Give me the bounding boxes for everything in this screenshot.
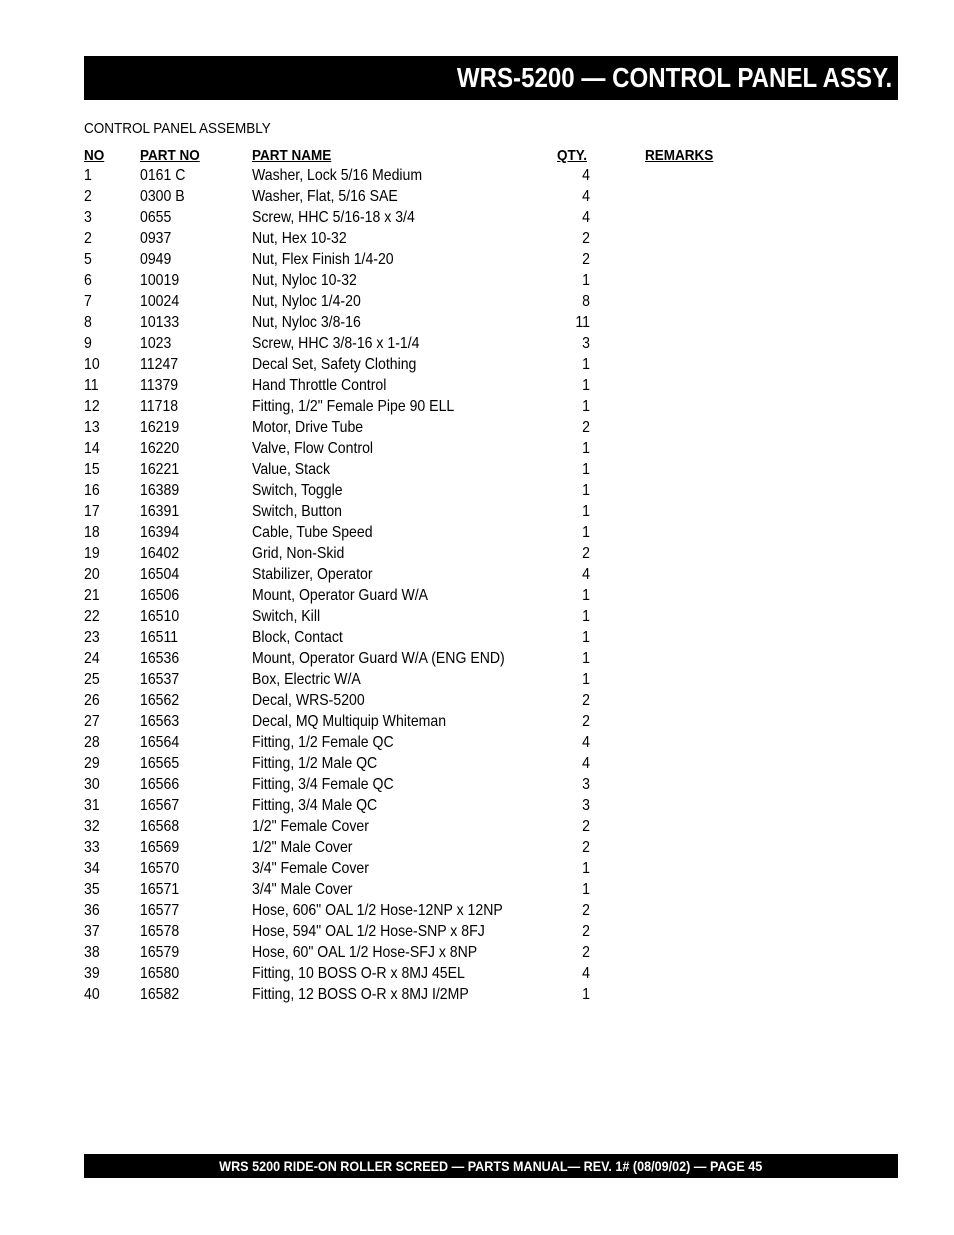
row-part-no: 10019 — [140, 272, 180, 289]
row-qty: 1 — [582, 482, 590, 499]
row-part-no: 11379 — [140, 377, 179, 394]
row-qty: 2 — [582, 230, 590, 247]
row-qty: 2 — [582, 251, 590, 268]
row-part-name: Decal, MQ Multiquip Whiteman — [252, 713, 447, 730]
row-qty: 3 — [582, 335, 590, 352]
row-part-no: 16570 — [140, 860, 180, 877]
row-no: 28 — [84, 734, 100, 751]
row-qty: 8 — [582, 293, 590, 310]
row-qty: 2 — [582, 818, 590, 835]
row-no: 23 — [84, 629, 100, 646]
row-no: 13 — [84, 419, 100, 436]
row-part-no: 0655 — [140, 209, 172, 226]
row-qty: 3 — [582, 776, 590, 793]
table-row — [0, 438, 954, 459]
row-qty: 2 — [582, 923, 590, 940]
table-row — [0, 921, 954, 942]
row-part-no: 0949 — [140, 251, 172, 268]
row-no: 27 — [84, 713, 100, 730]
row-no: 32 — [84, 818, 100, 835]
table-row — [0, 375, 954, 396]
row-part-no: 16402 — [140, 545, 180, 562]
row-part-name: Value, Stack — [252, 461, 331, 478]
row-no: 36 — [84, 902, 100, 919]
table-row — [0, 186, 954, 207]
table-row — [0, 900, 954, 921]
row-part-no: 16537 — [140, 671, 180, 688]
table-row — [0, 522, 954, 543]
table-row — [0, 942, 954, 963]
row-part-no: 11718 — [140, 398, 179, 415]
row-part-no: 16511 — [140, 629, 179, 646]
row-no: 6 — [84, 272, 92, 289]
col-header-qty: QTY. — [557, 147, 588, 164]
row-part-no: 16582 — [140, 986, 180, 1003]
row-part-name: Switch, Kill — [252, 608, 321, 625]
row-qty: 2 — [582, 419, 590, 436]
row-qty: 1 — [582, 272, 590, 289]
row-no: 5 — [84, 251, 92, 268]
row-part-name: Mount, Operator Guard W/A — [252, 587, 429, 604]
row-qty: 4 — [582, 965, 590, 982]
row-part-name: Switch, Button — [252, 503, 343, 520]
row-qty: 11 — [575, 314, 590, 331]
row-no: 21 — [84, 587, 100, 604]
row-part-no: 16568 — [140, 818, 180, 835]
row-qty: 2 — [582, 545, 590, 562]
table-row — [0, 270, 954, 291]
row-no: 29 — [84, 755, 100, 772]
row-part-name: Fitting, 10 BOSS O-R x 8MJ 45EL — [252, 965, 465, 982]
row-part-name: Box, Electric W/A — [252, 671, 361, 688]
row-qty: 4 — [582, 566, 590, 583]
row-part-name: Nut, Nyloc 3/8-16 — [252, 314, 361, 331]
page-title-bar — [84, 56, 898, 100]
row-no: 25 — [84, 671, 100, 688]
row-part-name: Decal, WRS-5200 — [252, 692, 365, 709]
table-row — [0, 480, 954, 501]
row-part-no: 16389 — [140, 482, 180, 499]
row-qty: 1 — [582, 671, 590, 688]
row-part-no: 16580 — [140, 965, 180, 982]
row-part-no: 11247 — [140, 356, 179, 373]
row-no: 35 — [84, 881, 100, 898]
row-part-no: 10133 — [140, 314, 180, 331]
row-part-name: Hose, 606" OAL 1/2 Hose-12NP x 12NP — [252, 902, 503, 919]
row-part-name: Cable, Tube Speed — [252, 524, 373, 541]
row-part-no: 16536 — [140, 650, 180, 667]
row-no: 8 — [84, 314, 92, 331]
row-part-name: Fitting, 3/4 Female QC — [252, 776, 394, 793]
row-qty: 1 — [582, 503, 590, 520]
row-no: 9 — [84, 335, 92, 352]
row-part-no: 16562 — [140, 692, 180, 709]
row-qty: 2 — [582, 944, 590, 961]
table-row — [0, 774, 954, 795]
row-qty: 4 — [582, 167, 590, 184]
row-part-name: Fitting, 1/2 Male QC — [252, 755, 378, 772]
row-part-no: 1023 — [140, 335, 172, 352]
row-part-name: Mount, Operator Guard W/A (ENG END) — [252, 650, 505, 667]
table-row — [0, 669, 954, 690]
col-header-remarks: REMARKS — [645, 147, 714, 164]
row-part-no: 16567 — [140, 797, 180, 814]
row-no: 1 — [84, 167, 92, 184]
row-qty: 2 — [582, 713, 590, 730]
row-qty: 1 — [582, 524, 590, 541]
table-row — [0, 627, 954, 648]
row-no: 7 — [84, 293, 92, 310]
row-part-name: 1/2" Male Cover — [252, 839, 353, 856]
row-no: 16 — [84, 482, 100, 499]
row-qty: 3 — [582, 797, 590, 814]
row-no: 15 — [84, 461, 100, 478]
table-row — [0, 417, 954, 438]
row-no: 2 — [84, 230, 92, 247]
table-row — [0, 984, 954, 1005]
row-qty: 2 — [582, 839, 590, 856]
row-no: 34 — [84, 860, 100, 877]
row-part-name: 1/2" Female Cover — [252, 818, 369, 835]
table-row — [0, 228, 954, 249]
row-part-no: 16510 — [140, 608, 180, 625]
row-no: 19 — [84, 545, 100, 562]
row-part-name: Screw, HHC 5/16-18 x 3/4 — [252, 209, 415, 226]
row-no: 40 — [84, 986, 100, 1003]
row-qty: 1 — [582, 650, 590, 667]
table-row — [0, 312, 954, 333]
parts-list — [0, 165, 954, 1005]
row-qty: 4 — [582, 734, 590, 751]
row-no: 17 — [84, 503, 100, 520]
table-row — [0, 963, 954, 984]
row-part-no: 16566 — [140, 776, 180, 793]
row-part-no: 16565 — [140, 755, 180, 772]
row-part-no: 16564 — [140, 734, 180, 751]
table-row — [0, 711, 954, 732]
row-part-no: 0161 C — [140, 167, 186, 184]
row-part-no: 16391 — [140, 503, 180, 520]
row-qty: 1 — [582, 440, 590, 457]
table-row — [0, 291, 954, 312]
row-part-name: Screw, HHC 3/8-16 x 1-1/4 — [252, 335, 420, 352]
row-no: 30 — [84, 776, 100, 793]
row-no: 24 — [84, 650, 100, 667]
table-row — [0, 564, 954, 585]
row-qty: 1 — [582, 629, 590, 646]
row-part-no: 0937 — [140, 230, 172, 247]
table-row — [0, 606, 954, 627]
table-row — [0, 732, 954, 753]
row-qty: 4 — [582, 209, 590, 226]
table-row — [0, 837, 954, 858]
row-part-name: Hose, 594" OAL 1/2 Hose-SNP x 8FJ — [252, 923, 485, 940]
table-row — [0, 690, 954, 711]
row-no: 26 — [84, 692, 100, 709]
row-qty: 1 — [582, 356, 590, 373]
row-part-name: Nut, Hex 10-32 — [252, 230, 347, 247]
row-part-no: 16221 — [140, 461, 180, 478]
footer-text: WRS 5200 RIDE-ON ROLLER SCREED — PARTS MANUAL— REV. 1# (08/09/02) — PAGE 45 — [219, 1158, 763, 1174]
row-part-name: Switch, Toggle — [252, 482, 343, 499]
row-part-name: Nut, Nyloc 1/4-20 — [252, 293, 361, 310]
col-header-part-no: PART NO — [140, 147, 200, 164]
row-part-no: 10024 — [140, 293, 180, 310]
row-part-name: Fitting, 1/2" Female Pipe 90 ELL — [252, 398, 455, 415]
row-part-name: Nut, Flex Finish 1/4-20 — [252, 251, 394, 268]
row-no: 37 — [84, 923, 100, 940]
row-no: 38 — [84, 944, 100, 961]
row-part-no: 16571 — [140, 881, 180, 898]
table-row — [0, 648, 954, 669]
row-qty: 2 — [582, 692, 590, 709]
row-part-name: Hand Throttle Control — [252, 377, 387, 394]
section-title: CONTROL PANEL ASSEMBLY — [84, 120, 271, 137]
col-header-no: NO — [84, 147, 105, 164]
row-part-no: 16577 — [140, 902, 180, 919]
row-part-name: Grid, Non-Skid — [252, 545, 345, 562]
row-no: 22 — [84, 608, 100, 625]
table-row — [0, 816, 954, 837]
row-qty: 1 — [582, 986, 590, 1003]
table-row — [0, 459, 954, 480]
row-no: 2 — [84, 188, 92, 205]
page-title: WRS-5200 — CONTROL PANEL ASSY. — [456, 62, 892, 93]
row-part-name: Block, Contact — [252, 629, 343, 646]
table-row — [0, 354, 954, 375]
table-row — [0, 879, 954, 900]
row-qty: 4 — [582, 755, 590, 772]
table-row — [0, 795, 954, 816]
row-part-no: 16578 — [140, 923, 180, 940]
row-part-name: Stabilizer, Operator — [252, 566, 373, 583]
row-part-no: 16220 — [140, 440, 180, 457]
row-part-name: Washer, Flat, 5/16 SAE — [252, 188, 398, 205]
row-part-name: 3/4" Female Cover — [252, 860, 369, 877]
row-part-no: 16219 — [140, 419, 180, 436]
table-row — [0, 249, 954, 270]
row-part-name: Fitting, 12 BOSS O-R x 8MJ I/2MP — [252, 986, 469, 1003]
row-part-name: Fitting, 3/4 Male QC — [252, 797, 378, 814]
row-part-name: Decal Set, Safety Clothing — [252, 356, 417, 373]
table-row — [0, 753, 954, 774]
row-qty: 1 — [582, 587, 590, 604]
table-row — [0, 585, 954, 606]
table-row — [0, 333, 954, 354]
row-qty: 2 — [582, 902, 590, 919]
row-qty: 1 — [582, 461, 590, 478]
row-no: 10 — [84, 356, 100, 373]
row-no: 14 — [84, 440, 100, 457]
row-part-name: 3/4" Male Cover — [252, 881, 353, 898]
table-row — [0, 396, 954, 417]
footer-bar — [84, 1154, 898, 1178]
row-no: 11 — [84, 377, 99, 394]
row-no: 20 — [84, 566, 100, 583]
row-no: 39 — [84, 965, 100, 982]
row-no: 12 — [84, 398, 100, 415]
row-part-name: Nut, Nyloc 10-32 — [252, 272, 357, 289]
row-no: 18 — [84, 524, 100, 541]
row-qty: 1 — [582, 608, 590, 625]
row-part-no: 16579 — [140, 944, 180, 961]
row-no: 3 — [84, 209, 92, 226]
row-part-name: Washer, Lock 5/16 Medium — [252, 167, 423, 184]
row-part-name: Fitting, 1/2 Female QC — [252, 734, 394, 751]
row-qty: 1 — [582, 398, 590, 415]
table-row — [0, 165, 954, 186]
row-part-name: Valve, Flow Control — [252, 440, 374, 457]
row-qty: 1 — [582, 860, 590, 877]
row-no: 31 — [84, 797, 100, 814]
table-row — [0, 543, 954, 564]
row-part-name: Motor, Drive Tube — [252, 419, 364, 436]
row-part-no: 0300 B — [140, 188, 185, 205]
table-row — [0, 501, 954, 522]
row-part-name: Hose, 60" OAL 1/2 Hose-SFJ x 8NP — [252, 944, 478, 961]
row-part-no: 16569 — [140, 839, 180, 856]
table-row — [0, 858, 954, 879]
row-part-no: 16506 — [140, 587, 180, 604]
row-qty: 1 — [582, 377, 590, 394]
row-qty: 1 — [582, 881, 590, 898]
row-part-no: 16394 — [140, 524, 180, 541]
row-no: 33 — [84, 839, 100, 856]
row-part-no: 16504 — [140, 566, 180, 583]
table-row — [0, 207, 954, 228]
row-qty: 4 — [582, 188, 590, 205]
col-header-part-name: PART NAME — [252, 147, 332, 164]
row-part-no: 16563 — [140, 713, 180, 730]
